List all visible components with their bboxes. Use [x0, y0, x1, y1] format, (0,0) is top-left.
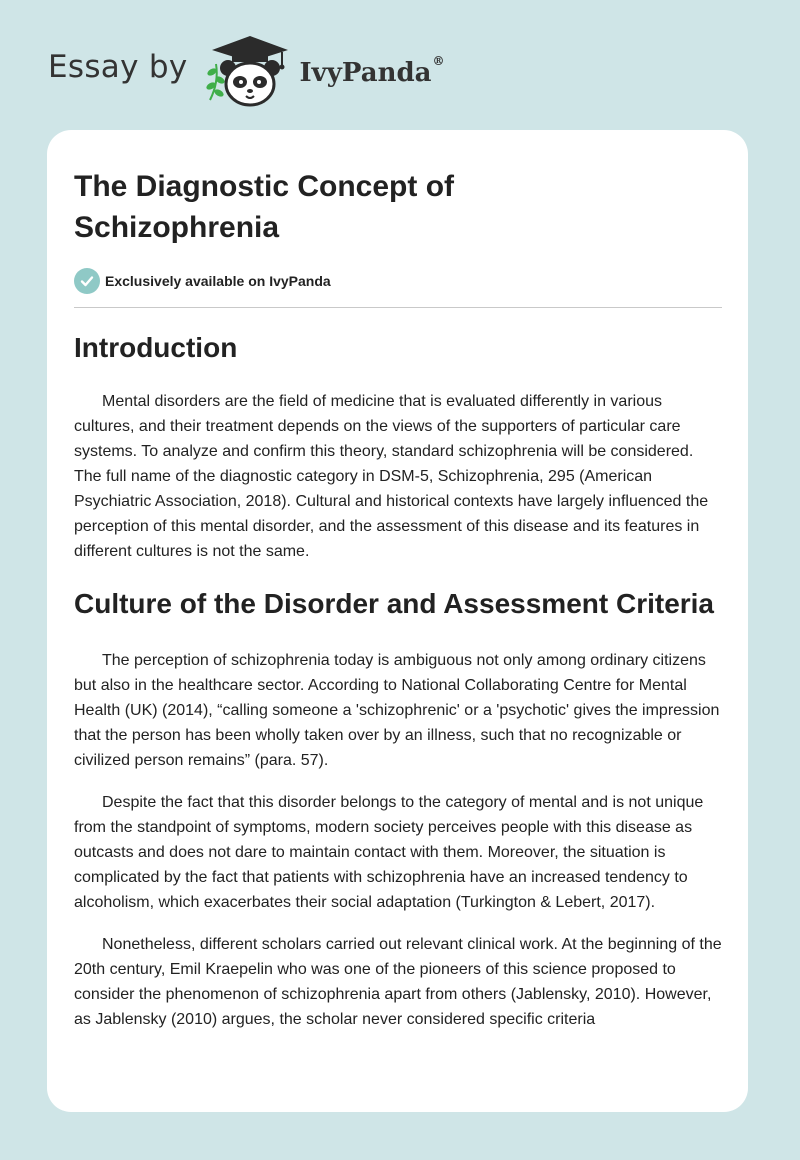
panda-logo-icon[interactable] — [202, 30, 298, 110]
page-title: The Diagnostic Concept of Schizophrenia — [74, 170, 455, 244]
essay-by-label: Essay by — [48, 49, 188, 85]
paragraph: Mental disorders are the field of medicine that is evaluated differently in various cultures, and their treatment depends on the views of the supporters of particular care systems. To analyze and confirm this theory, standard schizophrenia will be considered. The full name of the diagnostic category in DSM-5, Schizophrenia, 295 (American Psychiatric Association, 2018). Cultural and historical contexts have largely influenced the perception of this mental disorder, and the assessment of this disease and its features in different cultures is not the same. — [74, 393, 709, 560]
divider — [74, 307, 722, 308]
site-header — [48, 30, 445, 110]
checkmark-icon — [74, 268, 100, 294]
section-heading-culture: Culture of the Disorder and Assessment Criteria — [74, 588, 715, 619]
section-heading-introduction: Introduction — [74, 332, 238, 363]
paragraph: Nonetheless, different scholars carried out relevant clinical work. At the beginning of the 20th century, Emil Kraepelin who was one of the pioneers of this science proposed to consider the phenomenon of schizophrenia apart from others (Jablensky, 2010). However, as Jablensky (2010) argues, the scholar never considered specific criteria — [74, 936, 722, 1028]
registered-mark: ® — [432, 54, 445, 68]
essay-card — [47, 130, 748, 1112]
paragraph: The perception of schizophrenia today is ambiguous not only among ordinary citizens but also in the healthcare sector. According to National Collaborating Centre for Mental Health (UK) (2014), “calling someone a 'schizophrenic' or a 'psychotic' gives the impression that the person has been wholly taken over by an illness, such that no recognizable or civilized person remains” (para. 57). — [74, 652, 720, 769]
exclusive-badge — [74, 267, 722, 294]
paragraph: Despite the fact that this disorder belongs to the category of mental and is not unique from the standpoint of symptoms, modern society perceives people with this disease as outcasts and does not dare to maintain contact with them. Moreover, the situation is complicated by the fact that patients with schizophrenia have an increased tendency to alcoholism, which exacerbates their social adaptation (Turkington & Lebert, 2017). — [74, 794, 704, 911]
brand-name[interactable]: IvyPanda® — [299, 54, 445, 88]
exclusive-badge-label: Exclusively available on IvyPanda — [105, 272, 331, 289]
